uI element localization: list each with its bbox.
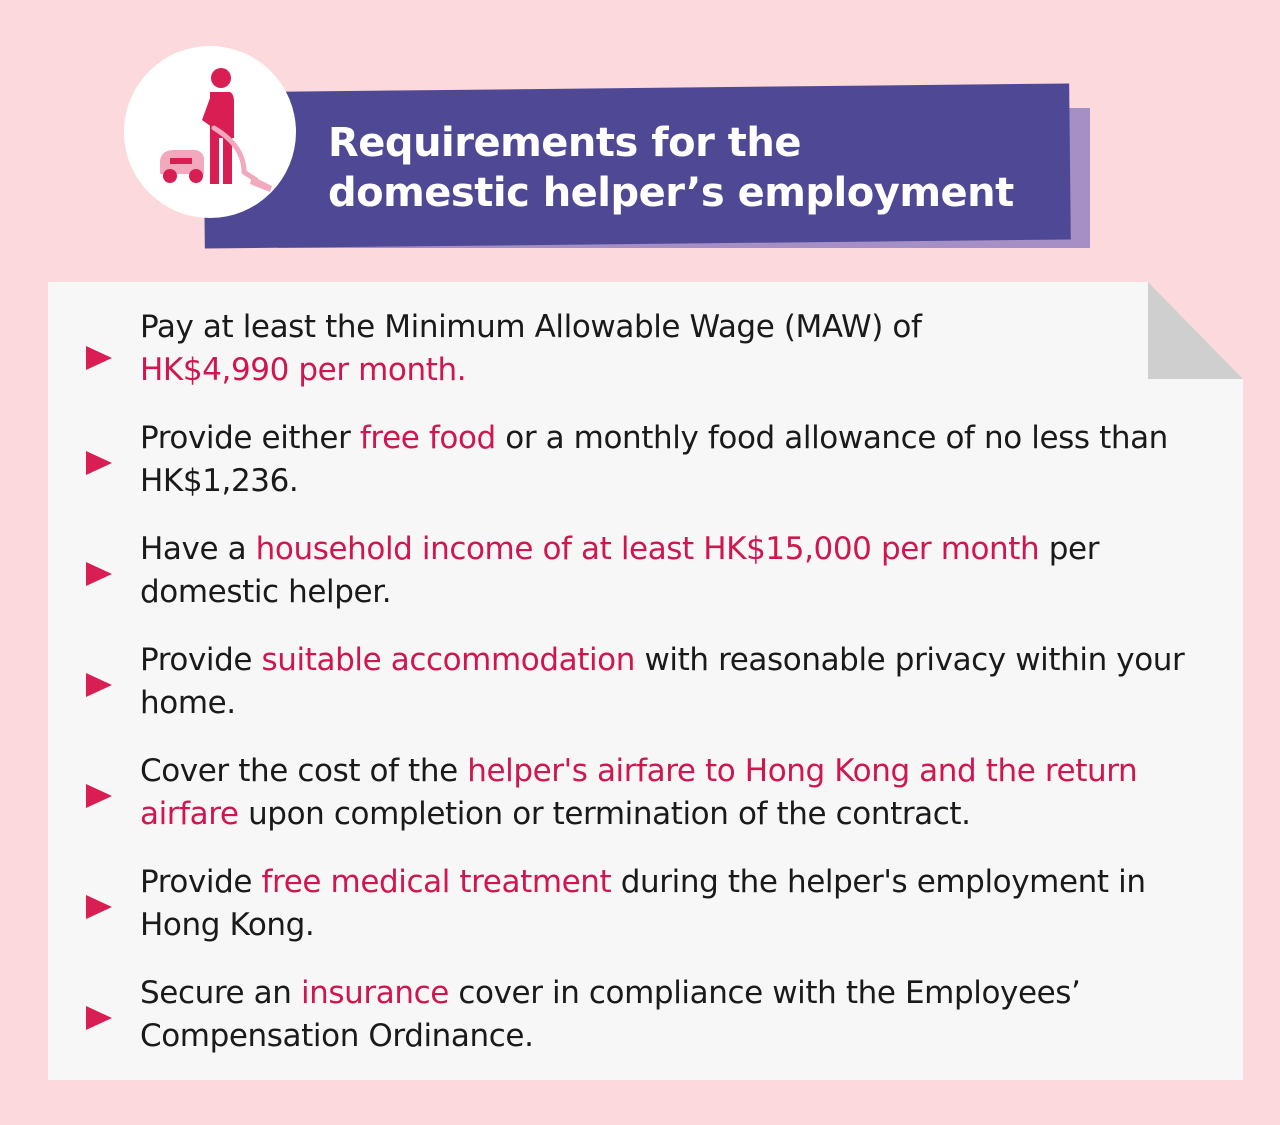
triangle-bullet-icon [86, 1006, 112, 1030]
requirement-text-plain: Provide either [140, 420, 360, 456]
requirement-text-plain: Provide [140, 864, 262, 900]
requirement-text-plain: Pay at least the Minimum Allowable Wage (MAW) of [140, 309, 922, 345]
list-item [86, 639, 1216, 750]
icon-badge [124, 46, 296, 218]
requirement-text-plain: or a monthly food allowance of no less than HK$1,236. [140, 420, 1168, 499]
requirement-text-plain: Have a [140, 531, 256, 567]
requirement-text-plain: Provide [140, 642, 262, 678]
requirement-text [140, 417, 1210, 503]
list-item [86, 750, 1216, 861]
vacuum-cleaner-person-icon [124, 46, 296, 218]
requirement-text-plain: cover in compliance with the Employees’ Compensation Ordinance. [140, 975, 1081, 1054]
requirement-text-highlight: household income of at least HK$15,000 per month [255, 531, 1040, 567]
list-item [86, 861, 1216, 972]
triangle-bullet-icon [86, 451, 112, 475]
triangle-bullet-icon [86, 895, 112, 919]
requirement-text [140, 528, 1210, 614]
page-title-line-1: Requirements for the [328, 120, 802, 166]
triangle-bullet-icon [86, 346, 112, 370]
requirement-text-highlight: suitable accommodation [261, 642, 635, 678]
requirement-text-plain: with reasonable privacy within your home. [140, 642, 1185, 721]
requirement-text-highlight: insurance [300, 975, 449, 1011]
requirement-text-highlight: free food [359, 420, 496, 456]
requirement-text-highlight: helper's airfare to Hong Kong and the return airfare [140, 753, 1138, 832]
requirement-text-plain: per domestic helper. [140, 531, 1100, 610]
requirement-text [140, 750, 1210, 836]
requirement-text-plain: Cover the cost of the [140, 753, 468, 789]
list-item [86, 972, 1216, 1083]
requirement-text-highlight: HK$4,990 per month. [140, 352, 467, 388]
page-title [328, 118, 1068, 218]
requirement-text [140, 861, 1210, 947]
requirement-text-plain: Secure an [140, 975, 301, 1011]
triangle-bullet-icon [86, 562, 112, 586]
requirement-text-plain: upon completion or termination of the contract. [238, 796, 971, 832]
triangle-bullet-icon [86, 673, 112, 697]
requirement-text-highlight: free medical treatment [261, 864, 612, 900]
page-title-line-2: domestic helper’s employment [328, 170, 1014, 216]
requirement-text [140, 306, 1210, 392]
list-item [86, 528, 1216, 639]
requirement-text-plain: during the helper's employment in Hong Kong. [140, 864, 1146, 943]
requirements-list [86, 306, 1216, 1083]
triangle-bullet-icon [86, 784, 112, 808]
list-item [86, 417, 1216, 528]
list-item [86, 306, 1216, 417]
requirement-text [140, 639, 1210, 725]
requirement-text [140, 972, 1210, 1058]
